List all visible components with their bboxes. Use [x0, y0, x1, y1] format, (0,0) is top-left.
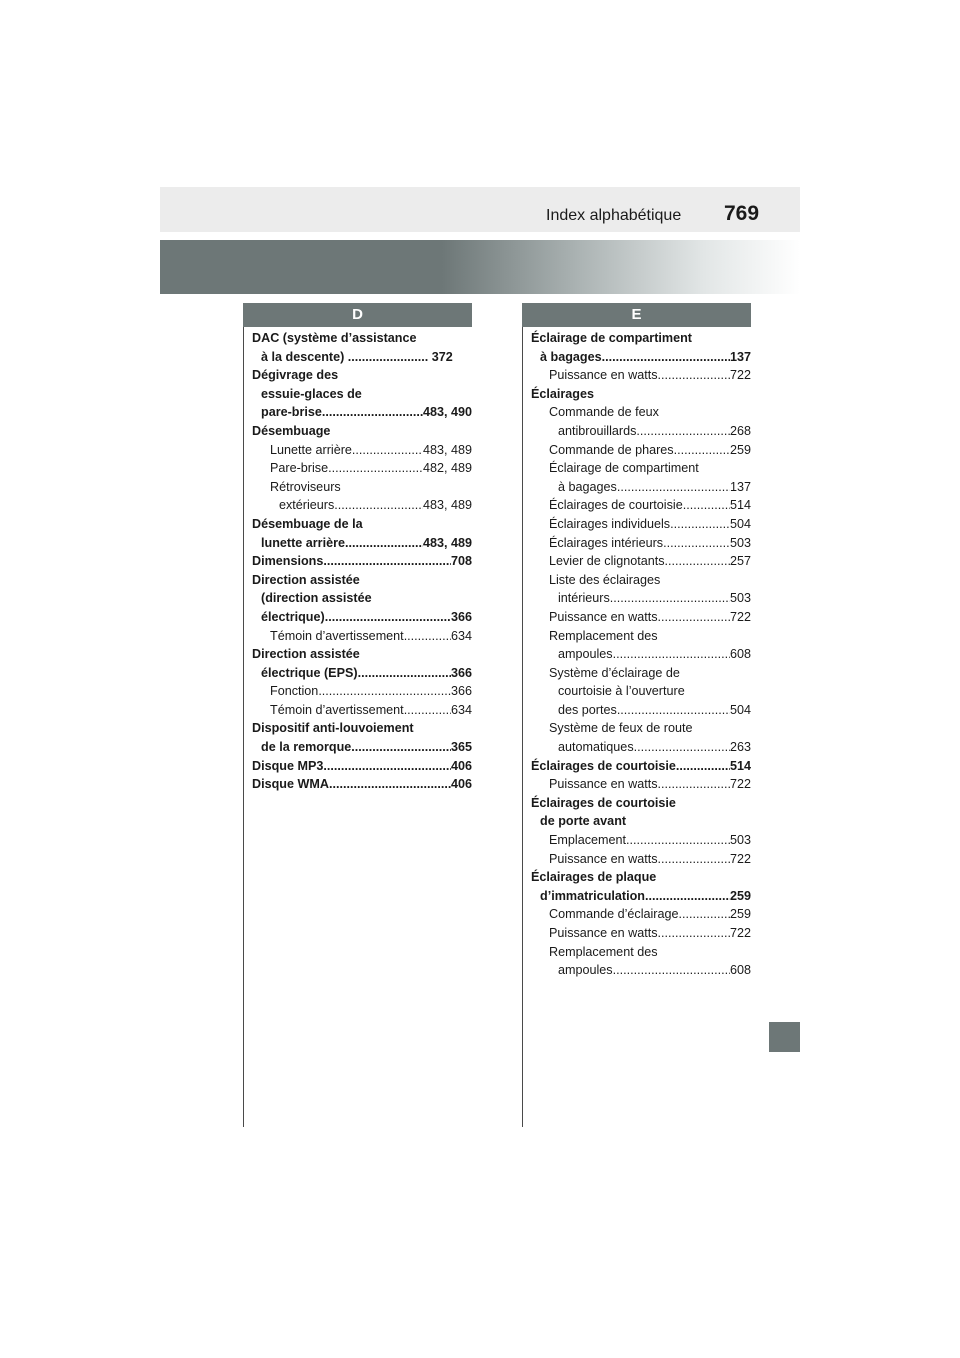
entry-label: Éclairages de courtoisie [531, 758, 676, 773]
entry-label: de porte avant [540, 814, 627, 829]
index-entry [531, 794, 751, 813]
dot-leader [658, 608, 730, 627]
entry-page-ref: 483, 489 [422, 535, 472, 550]
index-entry [252, 348, 472, 367]
entry-label: ampoules [558, 647, 613, 662]
dot-leader [617, 478, 730, 497]
dot-leader [358, 664, 451, 683]
entry-page-ref: 483, 490 [422, 405, 472, 420]
dot-leader [404, 627, 451, 646]
entry-page-ref: 259 [729, 907, 751, 922]
dot-leader [676, 757, 730, 776]
index-entry [531, 645, 751, 664]
chapter-tab [769, 1022, 800, 1052]
dot-leader [352, 441, 423, 460]
entry-label: pare-brise [261, 405, 322, 420]
index-entry [252, 552, 472, 571]
index-entry [531, 812, 751, 831]
index-entry [531, 385, 751, 404]
page-title: Index alphabétique [546, 207, 682, 224]
index-entry [531, 422, 751, 441]
entry-label: Puissance en watts [549, 777, 658, 792]
index-entry [252, 775, 472, 794]
index-entry [252, 645, 472, 664]
index-entry [531, 701, 751, 720]
entry-label: Disque WMA [252, 777, 329, 792]
dot-leader [351, 738, 451, 757]
entry-label: (direction assistée [261, 591, 372, 606]
dot-leader [613, 645, 730, 664]
index-entry [252, 496, 472, 515]
index-entry [531, 552, 751, 571]
entry-label: Fonction [270, 684, 319, 699]
entry-label: automatiques [558, 740, 634, 755]
index-entry [531, 366, 751, 385]
index-entry [252, 701, 472, 720]
entry-page-ref: 608 [729, 647, 751, 662]
entry-label: Pare-brise [270, 461, 329, 476]
index-entry [531, 775, 751, 794]
dot-leader [658, 850, 730, 869]
index-entry [531, 403, 751, 422]
entry-page-ref: 503 [729, 535, 751, 550]
entry-label: Éclairages de courtoisie [531, 795, 676, 810]
dot-leader [634, 738, 730, 757]
index-entry [531, 348, 751, 367]
entry-label: DAC (système d’assistance [252, 331, 417, 345]
entry-label: Commande de feux [549, 405, 659, 420]
entry-page-ref: 722 [729, 851, 751, 866]
entry-label: Éclairages individuels [549, 516, 671, 531]
entry-page-ref: 366 [450, 665, 472, 680]
dot-leader [404, 701, 451, 720]
entry-page-ref: 366 [450, 684, 472, 699]
index-entry [531, 961, 751, 980]
entry-page-ref: 514 [729, 498, 751, 513]
entry-label: lunette arrière [261, 535, 345, 550]
section-letter-e: E [522, 303, 751, 327]
dot-leader [658, 366, 730, 385]
entry-label: Puissance en watts [549, 926, 658, 940]
entry-page-ref: 259 [729, 888, 751, 903]
index-column-e [531, 329, 751, 980]
dot-leader [323, 552, 451, 571]
index-entry [531, 478, 751, 497]
entry-label: Commande d’éclairage [549, 907, 679, 922]
entry-label: Rétroviseurs [270, 479, 341, 494]
dot-leader [683, 496, 730, 515]
entry-page-ref: 257 [729, 554, 751, 569]
entry-label: Éclairages de plaque [531, 870, 657, 885]
index-entry [252, 478, 472, 497]
entry-label: Éclairage de compartiment [531, 331, 692, 345]
index-entry [531, 682, 751, 701]
entry-label: Désembuage [252, 423, 331, 438]
index-entry [252, 719, 472, 738]
dot-leader [658, 775, 730, 794]
entry-label: Éclairages [531, 386, 595, 401]
index-entry [531, 943, 751, 962]
dot-leader [602, 348, 730, 367]
entry-label: Éclairages intérieurs [549, 535, 664, 550]
entry-label: électrique) [261, 609, 325, 624]
entry-label: Système d’éclairage de [549, 665, 680, 680]
index-column-d [252, 329, 472, 794]
entry-label: Puissance en watts [549, 851, 658, 866]
index-entry [531, 850, 751, 869]
dot-leader [323, 757, 451, 776]
decorative-band [160, 240, 800, 294]
index-entry [252, 571, 472, 590]
entry-label: Système de feux de route [549, 721, 693, 736]
dot-leader [636, 422, 730, 441]
dot-leader [329, 775, 451, 794]
entry-label: Puissance en watts [549, 609, 658, 624]
index-entry [252, 366, 472, 385]
dot-leader [665, 552, 730, 571]
entry-page-ref: 722 [729, 368, 751, 383]
index-entry [531, 589, 751, 608]
entry-page-ref: 406 [450, 758, 472, 773]
dot-leader [322, 403, 423, 422]
dot-leader [318, 682, 451, 701]
entry-page-ref: 406 [450, 777, 472, 792]
index-entry [531, 329, 751, 348]
entry-page-ref: 365 [450, 740, 472, 755]
index-entry [531, 515, 751, 534]
index-entry [531, 831, 751, 850]
entry-page-ref: 137 [729, 479, 751, 494]
dot-leader [674, 441, 730, 460]
index-entry [531, 534, 751, 553]
index-entry [252, 534, 472, 553]
entry-label: intérieurs [558, 591, 610, 606]
entry-label: de la remorque [261, 740, 352, 755]
index-entry [531, 627, 751, 646]
entry-page-ref: 708 [450, 554, 472, 569]
entry-label: Direction assistée [252, 647, 360, 662]
entry-label: Dimensions [252, 554, 324, 569]
entry-label: des portes [558, 702, 617, 717]
page-number: 769 [724, 202, 760, 225]
entry-page-ref: 483, 489 [422, 442, 472, 457]
entry-label: Témoin d’avertissement [270, 702, 404, 717]
entry-label: Dispositif anti-louvoiement [252, 721, 414, 736]
section-letter-d: D [243, 303, 472, 327]
entry-label: Éclairage de compartiment [549, 461, 699, 476]
entry-label: Disque MP3 [252, 758, 324, 773]
index-entry [252, 385, 472, 404]
index-entry [531, 719, 751, 738]
entry-label: à la descente) ....................... 372 [261, 349, 453, 364]
index-entry [531, 868, 751, 887]
entry-label: à bagages [540, 349, 602, 364]
index-entry [252, 757, 472, 776]
column-divider-e [522, 327, 523, 1127]
entry-label: Dégivrage des [252, 368, 339, 383]
entry-label: Témoin d’avertissement [270, 628, 404, 643]
entry-page-ref: 482, 489 [422, 461, 472, 476]
entry-label: Lunette arrière [270, 442, 352, 457]
dot-leader [645, 887, 730, 906]
index-entry [531, 757, 751, 776]
entry-page-ref: 722 [729, 609, 751, 624]
entry-page-ref: 634 [450, 628, 472, 643]
entry-page-ref: 366 [450, 609, 472, 624]
entry-label: antibrouillards [558, 423, 637, 438]
dot-leader [328, 459, 423, 478]
entry-label: extérieurs [279, 498, 335, 513]
entry-page-ref: 722 [729, 777, 751, 792]
entry-label: Emplacement [549, 833, 626, 848]
index-entry [531, 887, 751, 906]
index-entry [252, 403, 472, 422]
index-entry [252, 627, 472, 646]
entry-label: ampoules [558, 963, 613, 978]
entry-page-ref: 504 [729, 516, 751, 531]
index-entry [531, 924, 751, 943]
dot-leader [345, 534, 423, 553]
entry-page-ref: 503 [729, 591, 751, 606]
index-entry [531, 496, 751, 515]
index-entry [252, 589, 472, 608]
entry-label: Remplacement des [549, 944, 658, 959]
index-entry [252, 682, 472, 701]
entry-label: Liste des éclairages [549, 572, 661, 587]
dot-leader [325, 608, 451, 627]
entry-page-ref: 503 [729, 833, 751, 848]
entry-label: Remplacement des [549, 628, 658, 643]
entry-page-ref: 504 [729, 702, 751, 717]
entry-label: essuie-glaces de [261, 386, 362, 401]
entry-page-ref: 634 [450, 702, 472, 717]
entry-page-ref: 259 [729, 442, 751, 457]
index-entry [252, 441, 472, 460]
entry-label: d’immatriculation [540, 888, 645, 903]
entry-page-ref: 722 [729, 926, 751, 940]
dot-leader [617, 701, 730, 720]
entry-label: électrique (EPS) [261, 665, 358, 680]
entry-page-ref: 483, 489 [422, 498, 472, 513]
dot-leader [670, 515, 730, 534]
entry-page-ref: 514 [729, 758, 751, 773]
entry-label: Désembuage de la [252, 516, 363, 531]
entry-label: Puissance en watts [549, 368, 658, 383]
index-entry [531, 664, 751, 683]
index-entry [252, 422, 472, 441]
index-entry [252, 608, 472, 627]
index-entry [531, 738, 751, 757]
header-bar [160, 187, 800, 232]
column-divider-d [243, 327, 244, 1127]
dot-leader [626, 831, 730, 850]
entry-label: Direction assistée [252, 572, 360, 587]
index-entry [531, 441, 751, 460]
entry-label: Commande de phares [549, 442, 674, 457]
dot-leader [658, 924, 730, 943]
entry-label: Éclairages de courtoisie [549, 498, 683, 513]
index-entry [252, 329, 472, 348]
index-entry [252, 664, 472, 683]
entry-label: à bagages [558, 479, 617, 494]
entry-page-ref: 137 [729, 349, 751, 364]
entry-label: Levier de clignotants [549, 554, 665, 569]
index-entry [531, 608, 751, 627]
entry-label: courtoisie à l’ouverture [558, 684, 685, 699]
index-entry [252, 459, 472, 478]
dot-leader [679, 905, 730, 924]
index-entry [252, 515, 472, 534]
entry-page-ref: 263 [729, 740, 751, 755]
index-entry [252, 738, 472, 757]
entry-page-ref: 608 [729, 963, 751, 978]
entry-page-ref: 268 [729, 423, 751, 438]
index-entry [531, 571, 751, 590]
dot-leader [334, 496, 423, 515]
dot-leader [613, 961, 730, 980]
index-entry [531, 905, 751, 924]
dot-leader [663, 534, 730, 553]
dot-leader [610, 589, 730, 608]
index-entry [531, 459, 751, 478]
